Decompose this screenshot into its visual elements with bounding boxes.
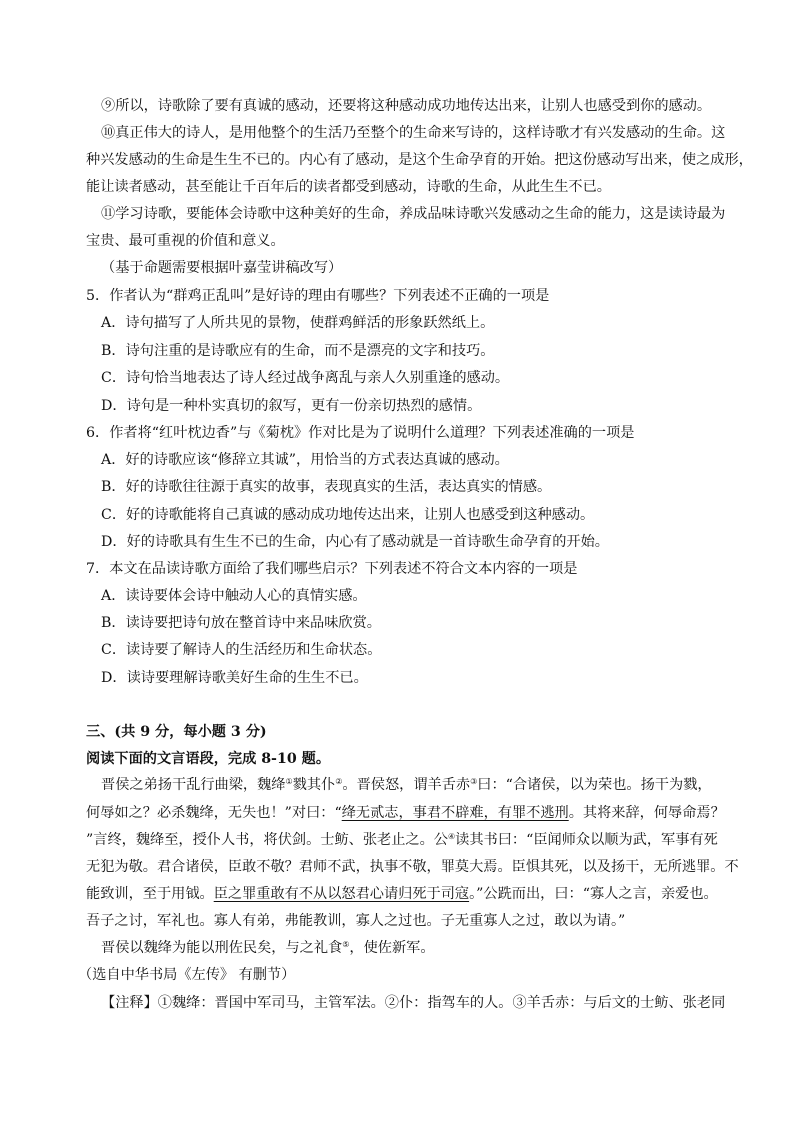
question-6-option-d: D．好的诗歌具有生生不已的生命，内心有了感动就是一首诗歌生命孕育的开始。 (101, 534, 609, 550)
passage-paragraph-9: ⑨所以，诗歌除了要有真诚的感动，还要将这种感动成功地传达出来，让别人也感受到你的感动。 (101, 98, 712, 114)
question-5-option-a: A．诗句描写了人所共见的景物，使群鸡鲜活的形象跃然纸上。 (101, 315, 495, 331)
annotation-line (101, 993, 725, 1013)
question-6-option-b: B．好的诗歌往往源于真实的故事，表现真实的生活，表达真实的情感。 (101, 479, 552, 495)
text-run: 。晋侯怒，谓羊舌赤 (342, 777, 471, 793)
passage-paragraph-10-line2: 种兴发感动的生命是生生不已的。内心有了感动，是这个生命孕育的开始。把这份感动写出来，使之成形， (86, 152, 753, 168)
question-7-option-d: D．读诗要理解诗歌美好生命的生生不已。 (101, 670, 368, 686)
classical-text-line1 (101, 775, 712, 795)
classical-text-source: （选自中华书局《左传》 有删节） (78, 967, 296, 983)
underlined-sentence: 绛无贰志，事君不辟难，有罪不逃刑 (341, 805, 569, 821)
question-7-option-b: B．读诗要把诗句放在整首诗中来品味欣赏。 (101, 615, 381, 631)
footnote-marker: ② (335, 777, 343, 786)
text-run: 晋侯以魏绛为能以刑佐民矣，与之礼食 (101, 940, 343, 956)
passage-paragraph-11-line2: 宝贵、最可重视的价值和意义。 (86, 233, 285, 249)
footnote-marker: ④ (447, 832, 456, 841)
classical-text-line5 (86, 884, 718, 904)
question-5-stem: 5．作者认为“群鸡正乱叫”是好诗的理由有哪些？下列表述不正确的一项是 (86, 288, 550, 304)
classical-text-line6: 吾子之讨，军礼也。寡人有弟，弗能教训，寡人之过也。子无重寡人之过，敢以为请。” (86, 913, 626, 929)
annotation-text: ①魏绛：晋国中军司马，主管军法。②仆：指驾车的人。③羊舌赤：与后文的士鲂、张老同 (157, 995, 726, 1011)
footnote-marker: ① (285, 777, 293, 786)
footnote-marker: ⑤ (342, 940, 350, 949)
section-3-instruction: 阅读下面的文言语段，完成 8-10 题。 (86, 751, 331, 767)
text-run: ，使佐新军。 (349, 940, 435, 956)
text-run: 晋侯之弟扬干乱行曲梁，魏绛 (101, 777, 286, 793)
section-3-heading: 三、(共 9 分，每小题 3 分) (86, 724, 267, 740)
question-5-option-d: D．诗句是一种朴实真切的叙写，更有一份亲切热烈的感情。 (101, 398, 482, 414)
classical-text-line4: 无犯为敬。君合诸侯，臣敢不敬？君师不武，执事不敬，罪莫大焉。臣惧其死，以及扬干，无所逃罪。不 (86, 859, 739, 875)
text-run: 戮其仆 (292, 777, 336, 793)
question-5-option-b: B．诗句注重的是诗歌应有的生命，而不是漂亮的文字和技巧。 (101, 343, 495, 359)
question-6-option-a: A．好的诗歌应该“修辞立其诚”，用恰当的方式表达真诚的感动。 (101, 452, 509, 468)
classical-text-line7 (101, 938, 435, 958)
question-7-option-c: C．读诗要了解诗人的生活经历和生命状态。 (101, 642, 382, 658)
text-run: 何辱如之？必杀魏绛，无失也！”对曰：“ (86, 805, 342, 821)
text-run: ”言终，魏绛至，授仆人书，将伏剑。士鲂、张老止之。公 (86, 832, 448, 848)
classical-text-line3 (86, 830, 718, 850)
question-7-stem: 7．本文在品读诗歌方面给了我们哪些启示？下列表述不符合文本内容的一项是 (86, 561, 578, 577)
question-5-option-c: C．诗句恰当地表达了诗人经过战争离乱与亲人久别重逢的感动。 (101, 370, 510, 386)
passage-source: （基于命题需要根据叶嘉莹讲稿改写） (101, 260, 343, 276)
text-run: 读其书曰：“臣闻师众以顺为武，军事有死 (455, 832, 718, 848)
passage-paragraph-10-line3: 能让读者感动，甚至能让千百年后的读者都受到感动，诗歌的生命，从此生生不已。 (86, 179, 611, 195)
text-run: 。其将来辞，何辱命焉？ (568, 805, 725, 821)
passage-paragraph-10-line1: ⑩真正伟大的诗人，是用他整个的生活乃至整个的生命来写诗的，这样诗歌才有兴发感动的生命。这 (101, 125, 726, 141)
question-6-option-c: C．好的诗歌能将自己真诚的感动成功地传达出来，让别人也感受到这种感动。 (101, 507, 595, 523)
passage-paragraph-11-line1: ⑪学习诗歌，要能体会诗歌中这种美好的生命，养成品味诗歌兴发感动之生命的能力，这是读诗最为 (101, 206, 726, 222)
text-run: 能致训，至于用钺。 (86, 886, 214, 902)
underlined-sentence: 臣之罪重敢有不从以怒君心请归死于司寇 (213, 886, 470, 902)
annotation-label: 【注释】 (101, 995, 158, 1011)
classical-text-line2 (86, 803, 725, 823)
text-run: 曰：“合诸侯，以为荣也。扬干为戮， (477, 777, 712, 793)
footnote-marker: ③ (470, 777, 478, 786)
question-6-stem: 6．作者将“红叶枕边香”与《菊枕》作对比是为了说明什么道理？下列表述准确的一项是 (86, 425, 635, 441)
text-run: 。”公跣而出，曰：“寡人之言，亲爱也。 (469, 886, 718, 902)
question-7-option-a: A．读诗要体会诗中触动人心的真情实感。 (101, 588, 367, 604)
